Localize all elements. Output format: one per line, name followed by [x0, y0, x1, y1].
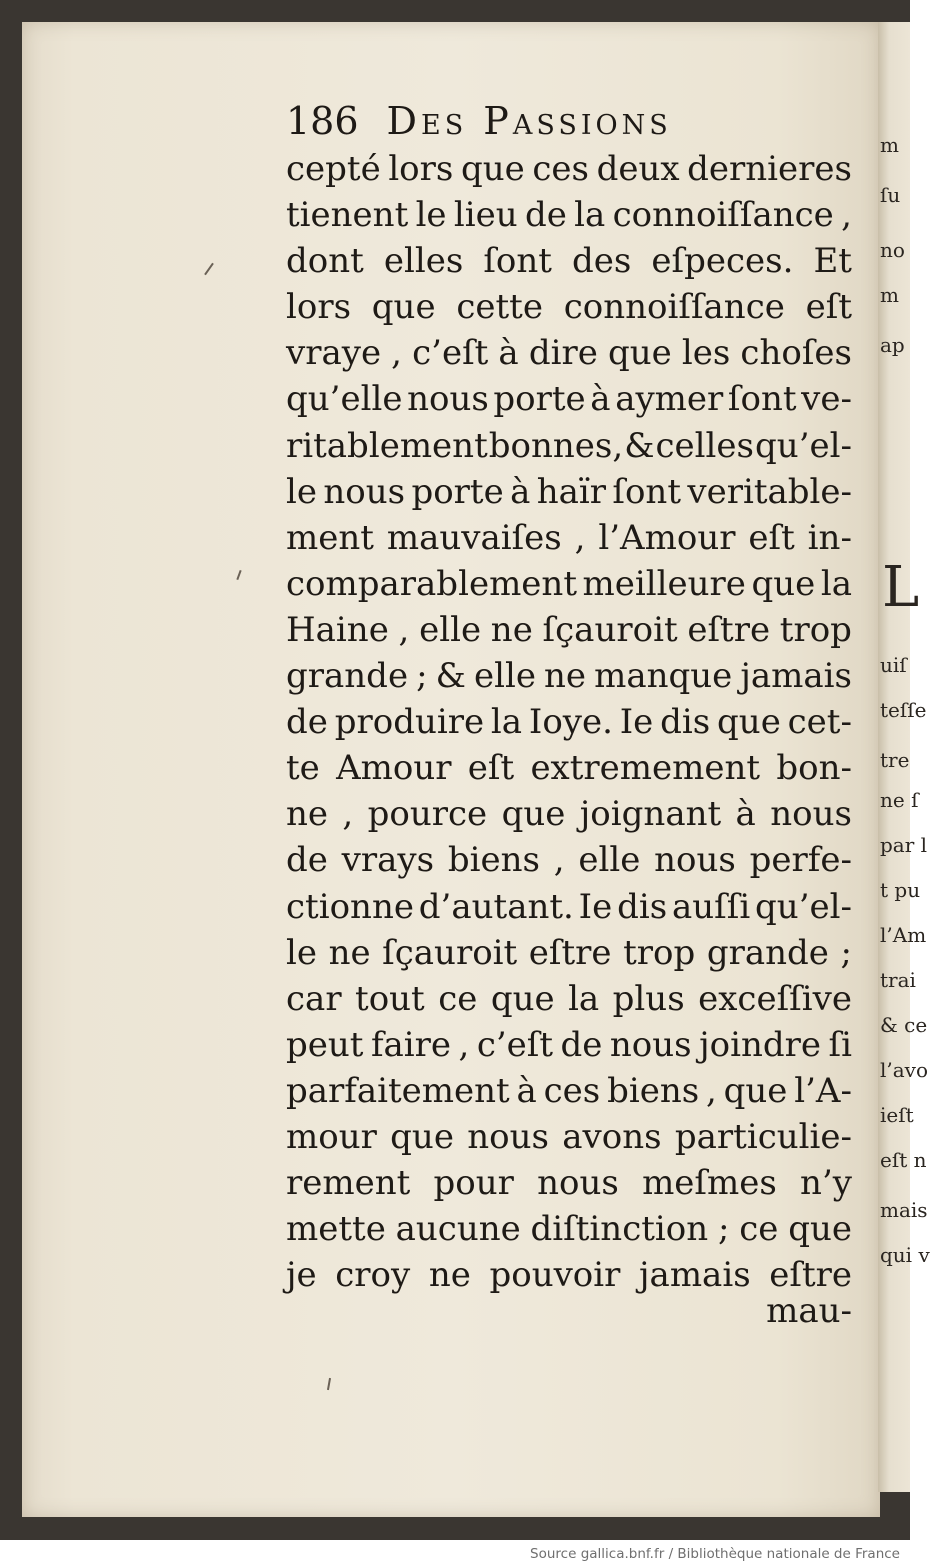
- text-line: lors que cette connoiſſance eſt: [286, 287, 852, 328]
- text-line: te Amour eſt extremement bon-: [286, 748, 852, 789]
- page-number: 186: [286, 99, 359, 143]
- text-line: dont elles ſont des eſpeces. Et: [286, 241, 852, 282]
- facing-page-fragment: mais: [880, 1198, 928, 1222]
- text-line: mette aucune diſtinction ; ce que: [286, 1209, 852, 1250]
- text-line: grande ; & elle ne manque jamais: [286, 656, 852, 697]
- catchword: mau-: [766, 1291, 852, 1331]
- facing-page-edge: [878, 22, 930, 1492]
- text-line: rement pour nous meſmes n’y: [286, 1163, 852, 1204]
- source-credit: Source gallica.bnf.fr / Bibliothèque nationale de France: [530, 1546, 900, 1562]
- text-line: Haine , elle ne ſçauroit eſtre trop: [286, 609, 852, 650]
- text-line: vraye , c’eſt à dire que les choſes: [286, 333, 852, 374]
- facing-page-fragment: par l: [880, 833, 928, 857]
- facing-page-fragment: L: [882, 555, 920, 620]
- text-line: ctionne d’autant. Ie dis auſſi qu’el-: [286, 886, 852, 927]
- text-line: de produire la Ioye. Ie dis que cet-: [286, 702, 852, 743]
- text-line: le nous porte à haïr ſont veritable-: [286, 471, 852, 512]
- running-title: Des Passions: [386, 99, 672, 143]
- text-line: parfaitement à ces biens , que l’A-: [286, 1070, 852, 1111]
- text-line: car tout ce que la plus exceſſive: [286, 978, 852, 1019]
- facing-page-fragment: no: [880, 238, 905, 262]
- text-line: je croy ne pouvoir jamais eſtre: [286, 1255, 852, 1296]
- facing-page-fragment: m: [880, 133, 899, 157]
- facing-page-fragment: ſu: [880, 183, 901, 207]
- facing-page-fragment: m: [880, 283, 899, 307]
- facing-page-fragment: & ce: [880, 1013, 928, 1037]
- text-line: peut faire , c’eſt de nous joindre ſi: [286, 1024, 852, 1065]
- text-line: le ne ſçauroit eſtre trop grande ;: [286, 932, 852, 973]
- facing-page-fragment: l’avo: [880, 1058, 929, 1082]
- facing-page-fragment: l’Am: [880, 923, 927, 947]
- text-line: comparablement meilleure que la: [286, 563, 852, 604]
- running-head: [286, 100, 852, 142]
- facing-page-fragment: t pu: [880, 878, 921, 902]
- facing-page-fragment: ieſt: [880, 1103, 914, 1127]
- text-line: tienent le lieu de la connoiſſance ,: [286, 195, 852, 236]
- text-line: qu’elle nous porte à aymer ſont ve-: [286, 379, 852, 420]
- facing-page-fragment: ne ſ: [880, 788, 919, 812]
- facing-page-fragment: uiſ: [880, 653, 907, 677]
- facing-page-fragment: trai: [880, 968, 916, 992]
- facing-page-fragment: ap: [880, 333, 905, 357]
- text-line: de vrays biens , elle nous perfe-: [286, 840, 852, 881]
- facing-page-fragment: qui v: [880, 1243, 930, 1267]
- text-line: cepté lors que ces deux dernieres: [286, 149, 852, 189]
- text-line: ne , pource que joignant à nous: [286, 794, 852, 835]
- body-text: [286, 146, 852, 1298]
- facing-page-fragment: eſt n: [880, 1148, 927, 1172]
- text-line: ment mauvaiſes , l’Amour eſt in-: [286, 517, 852, 558]
- text-line: mour que nous avons particulie-: [286, 1116, 852, 1157]
- text-line: ritablement bonnes, & celles qu’el-: [286, 425, 852, 466]
- facing-page-fragment: teſſe: [880, 698, 927, 722]
- facing-page-fragment: tre: [880, 748, 910, 772]
